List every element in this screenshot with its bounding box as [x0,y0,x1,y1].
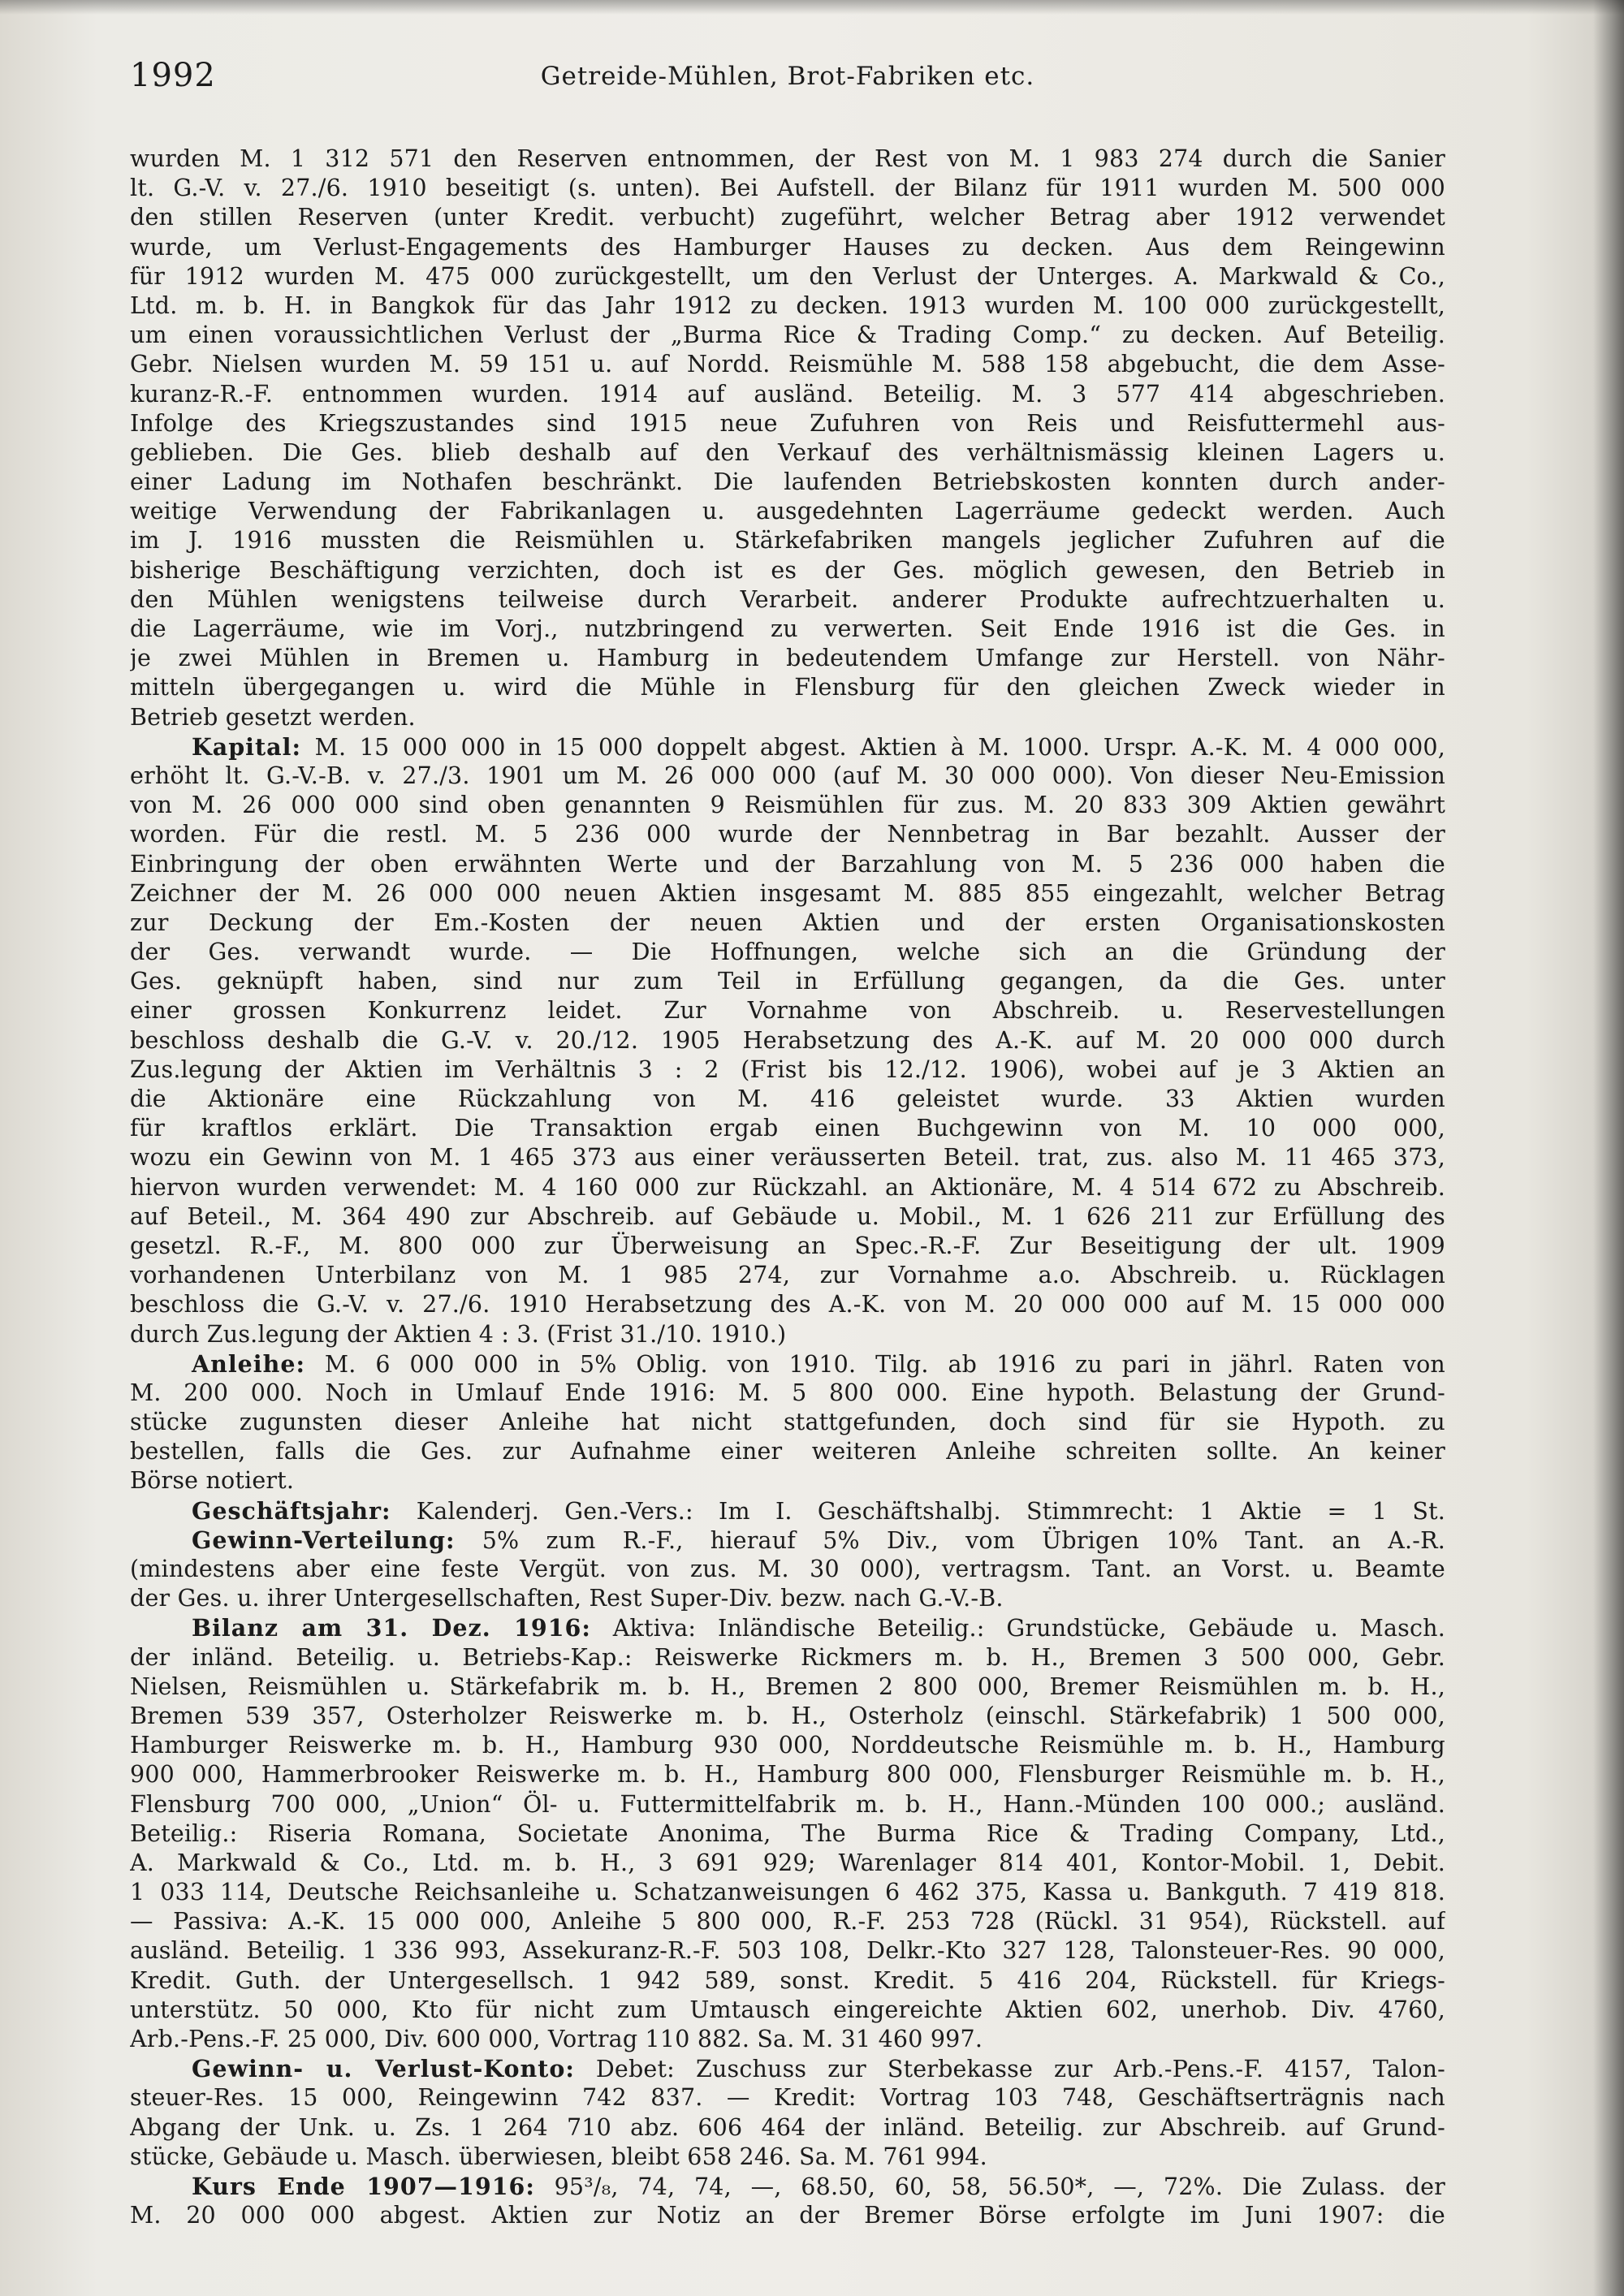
line-text: Beteilig.: Riseria Romana, Societate Anonima, The Burma Rice & Trading Company, Ltd., [130,1819,1445,1847]
line-text: Börse notiert. [130,1467,295,1495]
text-line [130,203,1445,232]
line-text: Kalenderj. Gen.-Vers.: Im I. Geschäftshalbj. Stimmrecht: 1 Aktie = 1 St. [391,1497,1445,1525]
line-text: Abgang der Unk. u. Zs. 1 264 710 abz. 606 464 der inländ. Beteilig. zur Abschreib. auf Grund- [130,2113,1445,2141]
line-text: 5% zum R.-F., hierauf 5% Div., vom Übrigen 10% Tant. an A.-R. [455,1526,1445,1554]
text-line [130,1261,1445,1290]
line-text: M. 15 000 000 in 15 000 doppelt abgest. Aktien à M. 1000. Urspr. A.-K. M. 4 000 000, [300,733,1445,761]
line-text: die Aktionäre eine Rückzahlung von M. 416 geleistet wurde. 33 Aktien wurden [130,1085,1445,1112]
line-text: Aktiva: Inländische Beteilig.: Grundstücke, Gebäude u. Masch. [590,1615,1445,1642]
line-text: stücke, Gebäude u. Masch. überwiesen, bleibt 658 246. Sa. M. 761 994. [130,2143,987,2170]
text-line [130,1496,1445,1526]
line-text: steuer-Res. 15 000, Reingewinn 742 837. — Kredit: Vortrag 103 748, Geschäftserträgnis nach [130,2084,1445,2112]
line-text: M. 6 000 000 in 5% Oblig. von 1910. Tilg. ab 1916 zu pari in jährl. Raten von [305,1350,1445,1378]
line-text: die Lagerräume, wie im Vorj., nutzbringend zu verwerten. Seit Ende 1916 ist die Ges. in [130,615,1445,642]
line-text: einer grossen Konkurrenz leidet. Zur Vornahme von Abschreib. u. Reservestellungen [130,997,1445,1025]
text-line [130,1849,1445,1878]
text-line [130,1643,1445,1672]
text-line [130,438,1445,468]
text-line [130,1819,1445,1849]
line-text: mitteln übergegangen u. wird die Mühle in Flensburg für den gleichen Zweck wieder in [130,674,1445,701]
text-line [130,1202,1445,1232]
text-line [130,1085,1445,1114]
line-text: kuranz-R.-F. entnommen wurden. 1914 auf ausländ. Beteilig. M. 3 577 414 abgeschrieben. [130,380,1445,408]
line-text: zur Deckung der Em.-Kosten der neuen Aktien und der ersten Organisationskosten [130,908,1445,936]
scan-edge-shadow [1593,0,1624,2296]
text-line [130,2172,1445,2201]
line-text: stücke zugunsten dieser Anleihe hat nicht stattgefunden, doch sind für sie Hypoth. zu [130,1409,1445,1436]
text-line [130,1966,1445,1996]
running-title: Getreide-Mühlen, Brot-Fabriken etc. [540,62,1035,91]
text-line [130,1672,1445,1702]
text-line [130,350,1445,379]
line-text: 1 033 114, Deutsche Reichsanleihe u. Schatzanweisungen 6 462 375, Kassa u. Bankguth. 7 419 818. [130,1879,1445,1906]
line-text: bisherige Beschäftigung verzichten, doch ist es der Ges. möglich gewesen, den Betrieb in [130,556,1445,584]
text-line [130,380,1445,409]
line-text: Infolge des Kriegszustandes sind 1915 neue Zufuhren von Reis und Reisfuttermehl aus- [130,409,1445,437]
line-text: den Mühlen wenigstens teilweise durch Verarbeit. anderer Produkte aufrechtzuerhalten u. [130,585,1445,613]
text-line [130,585,1445,615]
line-text: Ges. geknüpft haben, sind nur zum Teil in Erfüllung gegangen, da die Ges. unter [130,968,1445,995]
line-text: 900 000, Hammerbrooker Reiswerke m. b. H., Hamburg 800 000, Flensburger Reismühle m. b. H., [130,1761,1445,1789]
section-label: Kurs Ende 1907—1916: [192,2172,535,2200]
line-text: je zwei Mühlen in Bremen u. Hamburg in bedeutendem Umfange zur Herstell. von Nähr- [130,645,1445,672]
text-line [130,1290,1445,1319]
text-line [130,967,1445,996]
line-text: Gebr. Nielsen wurden M. 59 151 u. auf Nordd. Reismühle M. 588 158 abgebucht, die dem Asse- [130,351,1445,378]
line-text: der Ges. verwandt wurde. — Die Hoffnungen, welche sich an die Gründung der [130,939,1445,966]
line-text: um einen voraussichtlichen Verlust der „Burma Rice & Trading Comp.“ zu decken. Auf Beteilig. [130,322,1445,349]
line-text: gesetzl. R.-F., M. 800 000 zur Überweisung an Spec.-R.-F. Zur Beseitigung der ult. 1909 [130,1232,1445,1259]
text-line [130,1760,1445,1789]
line-text: beschloss deshalb die G.-V. v. 20./12. 1905 Herabsetzung des A.-K. auf M. 20 000 000 durch [130,1026,1445,1054]
text-line [130,1702,1445,1731]
section-label: Gewinn-Verteilung: [192,1526,456,1554]
text-line [130,879,1445,908]
text-line [130,1907,1445,1936]
line-text: den stillen Reserven (unter Kredit. verbucht) zugeführt, welcher Betrag aber 1912 verwendet [130,204,1445,231]
line-text: im J. 1916 mussten die Reismühlen u. Stärkefabriken mangels jeglicher Zufuhren auf die [130,527,1445,555]
text-line [130,703,1445,732]
line-text: Bremen 539 357, Osterholzer Reiswerke m. b. H., Osterholz (einschl. Stärkefabrik) 1 500 000, [130,1702,1445,1729]
line-text: Arb.-Pens.-F. 25 000, Div. 600 000, Vortrag 110 882. Sa. M. 31 460 997. [130,2026,983,2052]
line-text: einer Ladung im Nothafen beschränkt. Die laufenden Betriebskosten konnten durch ander- [130,468,1445,496]
text-line [130,1555,1445,1584]
line-text: Nielsen, Reismühlen u. Stärkefabrik m. b. H., Bremen 2 800 000, Bremer Reismühlen m. b. H., [130,1672,1445,1700]
text-line [130,1173,1445,1202]
scan-top-shadow [0,0,1624,15]
section-label: Anleihe: [192,1349,305,1378]
text-line [130,2143,1445,2172]
text-line [130,1526,1445,1555]
text-line [130,1584,1445,1613]
line-text: der inländ. Beteilig. u. Betriebs-Kap.: Reiswerke Rickmers m. b. H., Bremen 3 500 000, Gebr. [130,1643,1445,1671]
text-line [130,2083,1445,2113]
text-line [130,1379,1445,1408]
line-text: durch Zus.legung der Aktien 4 : 3. (Frist 31./10. 1910.) [130,1320,787,1348]
line-text: 95³/₈, 74, 74, —, 68.50, 60, 58, 56.50*, —, 72%. Die Zulass. der [534,2173,1445,2200]
line-text: bestellen, falls die Ges. zur Aufnahme einer weiteren Anleihe schreiten sollte. An keiner [130,1438,1445,1465]
line-text: für kraftlos erklärt. Die Transaktion ergab einen Buchgewinn von M. 10 000 000, [130,1115,1445,1142]
line-text: Betrieb gesetzt werden. [130,703,416,731]
text-line [130,2054,1445,2083]
line-text: Zus.legung der Aktien im Verhältnis 3 : 2 (Frist bis 12./12. 1906), wobei auf je 3 Aktien an [130,1055,1445,1083]
line-text: beschloss die G.-V. v. 27./6. 1910 Herabsetzung des A.-K. von M. 20 000 000 auf M. 15 000 000 [130,1291,1445,1318]
page-number: 1992 [130,57,216,94]
text-line [130,1878,1445,1907]
text-line [130,1320,1445,1349]
text-line [130,2113,1445,2143]
line-text: ausländ. Beteilig. 1 336 993, Assekuranz-R.-F. 503 108, Delkr.-Kto 327 128, Talonsteuer-Res. 90 000, [130,1937,1445,1965]
text-line [130,938,1445,967]
line-text: — Passiva: A.-K. 15 000 000, Anleihe 5 800 000, R.-F. 253 728 (Rückl. 31 954), Rückstell. auf [130,1908,1445,1936]
text-line [130,1996,1445,2025]
line-text: wurde, um Verlust-Engagements des Hamburger Hauses zu decken. Aus dem Reingewinn [130,233,1445,261]
line-text: (mindestens aber eine feste Vergüt. von zus. M. 30 000), vertragsm. Tant. an Vorst. u. Beamte [130,1556,1445,1582]
text-line [130,291,1445,321]
text-line [130,1055,1445,1085]
text-line [130,732,1445,762]
line-text: vorhandenen Unterbilanz von M. 1 985 274, zur Vornahme a.o. Abschreib. u. Rücklagen [130,1262,1445,1289]
text-line [130,468,1445,497]
line-text: unterstütz. 50 000, Kto für nicht zum Umtausch eingereichte Aktien 602, unerhob. Div. 4760, [130,1996,1445,2023]
section-label: Gewinn- u. Verlust-Konto: [192,2055,575,2083]
text-line [130,1408,1445,1437]
line-text: worden. Für die restl. M. 5 236 000 wurde der Nennbetrag in Bar bezahlt. Ausser der [130,821,1445,848]
line-text: weitige Verwendung der Fabrikanlagen u. ausgedehnten Lagerräume gedeckt werden. Auch [130,498,1445,525]
text-line [130,409,1445,438]
text-line [130,526,1445,555]
text-line [130,820,1445,849]
line-text: lt. G.-V. v. 27./6. 1910 beseitigt (s. unten). Bei Aufstell. der Bilanz für 1911 wurden M. 500 000 [130,175,1445,202]
line-text: wozu ein Gewinn von M. 1 465 373 aus einer veräusserten Beteil. trat, zus. also M. 11 465 373, [130,1144,1445,1172]
text-line [130,1143,1445,1172]
line-text: Zeichner der M. 26 000 000 neuen Aktien insgesamt M. 885 855 eingezahlt, welcher Betrag [130,879,1445,907]
line-text: Debet: Zuschuss zur Sterbekasse zur Arb.-Pens.-F. 4157, Talon- [574,2056,1445,2083]
text-line [130,996,1445,1025]
line-text: Kredit. Guth. der Untergesellsch. 1 942 589, sonst. Kredit. 5 416 204, Rückstell. für Kriegs- [130,1966,1445,1994]
line-text: M. 200 000. Noch in Umlauf Ende 1916: M. 5 800 000. Eine hypoth. Belastung der Grund- [130,1379,1445,1406]
text-line [130,1232,1445,1261]
line-text: Flensburg 700 000, „Union“ Öl- u. Futtermittelfabrik m. b. H., Hann.-Münden 100 000.; ausländ. [130,1790,1445,1818]
text-line [130,615,1445,644]
text-line [130,145,1445,174]
text-line [130,1731,1445,1760]
line-text: Hamburger Reiswerke m. b. H., Hamburg 930 000, Norddeutsche Reismühle m. b. H., Hamburg [130,1732,1445,1759]
text-line [130,1936,1445,1966]
text-line [130,1437,1445,1466]
line-text: geblieben. Die Ges. blieb deshalb auf den Verkauf des verhältnismässig kleinen Lagers u. [130,438,1445,466]
body-text [130,145,1445,2230]
text-line [130,850,1445,879]
section-label: Bilanz am 31. Dez. 1916: [192,1614,591,1642]
text-line [130,556,1445,585]
section-label: Geschäftsjahr: [192,1496,391,1525]
text-line [130,321,1445,350]
text-line [130,233,1445,262]
text-line [130,762,1445,791]
section-label: Kapital: [192,732,301,761]
line-text: von M. 26 000 000 sind oben genannten 9 Reismühlen für zus. M. 20 833 309 Aktien gewährt [130,792,1445,819]
text-line [130,1026,1445,1055]
text-line [130,1114,1445,1143]
text-line [130,791,1445,820]
text-line [130,262,1445,291]
line-text: auf Beteil., M. 364 490 zur Abschreib. auf Gebäude u. Mobil., M. 1 626 211 zur Erfüllung des [130,1202,1445,1230]
line-text: Einbringung der oben erwähnten Werte und der Barzahlung von M. 5 236 000 haben die [130,850,1445,878]
text-line [130,1466,1445,1495]
text-line [130,1613,1445,1642]
text-line [130,1790,1445,1819]
text-line [130,2201,1445,2230]
line-text: wurden M. 1 312 571 den Reserven entnommen, der Rest von M. 1 983 274 durch die Sanier [130,145,1445,172]
line-text: A. Markwald & Co., Ltd. m. b. H., 3 691 929; Warenlager 814 401, Kontor-Mobil. 1, Debit. [130,1849,1445,1876]
line-text: erhöht lt. G.-V.-B. v. 27./3. 1901 um M. 26 000 000 (auf M. 30 000 000). Von dieser Neu-Emission [130,762,1445,789]
line-text: M. 20 000 000 abgest. Aktien zur Notiz an der Bremer Börse erfolgte im Juni 1907: die [130,2202,1445,2229]
page-header [130,57,1445,106]
text-line [130,174,1445,203]
text-line [130,1349,1445,1379]
text-line [130,644,1445,673]
text-line [130,673,1445,702]
line-text: für 1912 wurden M. 475 000 zurückgestellt, um den Verlust der Unterges. A. Markwald & Co., [130,262,1445,290]
line-text: der Ges. u. ihrer Untergesellschaften, Rest Super-Div. bezw. nach G.-V.-B. [130,1585,1004,1612]
text-line [130,497,1445,526]
line-text: hiervon wurden verwendet: M. 4 160 000 zur Rückzahl. an Aktionäre, M. 4 514 672 zu Abschreib. [130,1173,1445,1201]
text-line [130,908,1445,938]
text-line [130,2025,1445,2054]
line-text: Ltd. m. b. H. in Bangkok für das Jahr 1912 zu decken. 1913 wurden M. 100 000 zurückgestellt, [130,291,1445,319]
